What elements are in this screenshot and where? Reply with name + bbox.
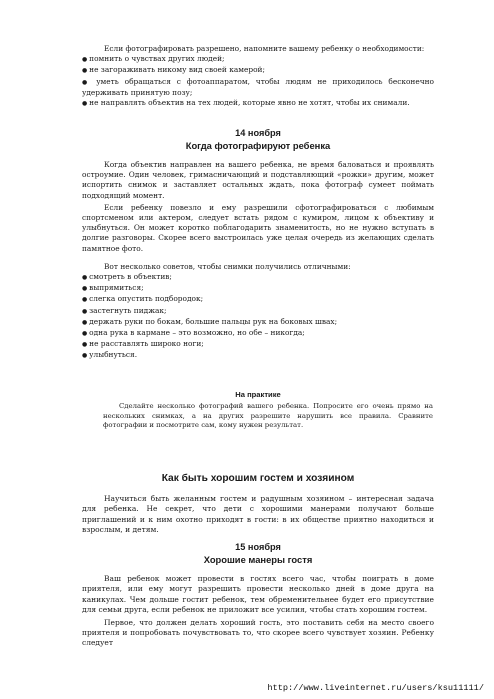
- photo-tips-block: [82, 160, 434, 362]
- list-item: ● не расставлять широко ноги;: [82, 339, 434, 350]
- section-title: Как быть хорошим гостем и хозяином: [161, 473, 355, 484]
- tips-list: [82, 272, 434, 362]
- list-item: ● слегка опустить подбородок;: [82, 294, 434, 305]
- paragraph: Когда объектив направлен на вашего ребенка, не время баловаться и проявлять остроумие. Один человек, гримасничающий и подставляющий «рожки» другим, может испортить снимок и заставляет остальных ждать, пока фотограф сумеет поймать подходящий момент.: [82, 160, 434, 200]
- date-heading: 14 ноября: [235, 128, 281, 138]
- paragraph: Если ребенку повезло и ему разрешили сфотографироваться с любимым спортсменом или актером, следует встать рядом с кумиром, лицом к объективу и улыбнуться. Он может коротко поблагодарить знаменитость, но не нужно вступать в долгие разговоры. Скорее всего выстроилась уже целая очередь из желающих сделать памятное фото.: [82, 202, 434, 253]
- list-item: ● не загораживать никому вид своей камерой;: [82, 65, 434, 76]
- list-item: ● выпрямиться;: [82, 283, 434, 294]
- list-item: ● смотреть в объектив;: [82, 272, 434, 283]
- list-item: ● застегнуть пиджак;: [82, 306, 434, 317]
- list-item: ● уметь обращаться с фотоаппаратом, чтобы людям не приходилось бесконечно удерживать принятую позу;: [82, 77, 434, 98]
- paragraph: Первое, что должен делать хороший гость, это поставить себя на место своего приятеля и попробовать почувствовать то, что скорее всего чувствует хозяин. Ребенку следует: [82, 617, 434, 648]
- practice-text: Сделайте несколько фотографий вашего ребенка. Попросите его очень прямо на нескольких снимках, а на других разрешите нарушить все правила. Сравните фотографии и посмотрите сам, кому нужен результат.: [103, 402, 433, 430]
- list-item: ● одна рука в кармане – это возможно, но обе – никогда;: [82, 328, 434, 339]
- paragraph: Научиться быть желанным гостем и радушным хозяином – интересная задача для ребенка. Не секрет, что дети с хорошими манерами получают больше приглашений и к ним охотно приходят в гости: в их обществе приятно находиться и взрослым, и детям.: [82, 494, 434, 535]
- source-url: http://www.liveinternet.ru/users/ksu11111/: [267, 683, 484, 693]
- list-item: ● помнить о чувствах других людей;: [82, 54, 434, 65]
- list-item: ● не направлять объектив на тех людей, которые явно не хотят, чтобы их снимали.: [82, 98, 434, 109]
- section-title: Хорошие манеры гостя: [203, 554, 313, 565]
- intro-paragraph: Если фотографировать разрешено, напомните вашему ребенку о необходимости:: [104, 44, 425, 53]
- permission-list: [82, 54, 434, 109]
- paragraph: Вот несколько советов, чтобы снимки получились отличными:: [104, 261, 351, 271]
- guest-manners-block: [82, 574, 434, 649]
- paragraph: Ваш ребенок может провести в гостях всего час, чтобы поиграть в доме приятеля, или ему могут разрешить провести несколько дней в доме друга на каникулах. Чем дольше гостит ребенок, тем обременительнее будет его присутствие для семьи друга, если ребенок не приложит все усилия, чтобы стать хорошим гостем.: [82, 574, 434, 615]
- photo-permission-block: [82, 44, 434, 109]
- list-item: ● улыбнуться.: [82, 350, 434, 361]
- practice-title: На практике: [235, 390, 281, 399]
- list-item: ● держать руки по бокам, большие пальцы рук на боковых швах;: [82, 317, 434, 328]
- host-guest-intro: [82, 494, 434, 536]
- date-heading: 15 ноября: [235, 542, 281, 552]
- section-title: Когда фотографируют ребенка: [185, 140, 331, 151]
